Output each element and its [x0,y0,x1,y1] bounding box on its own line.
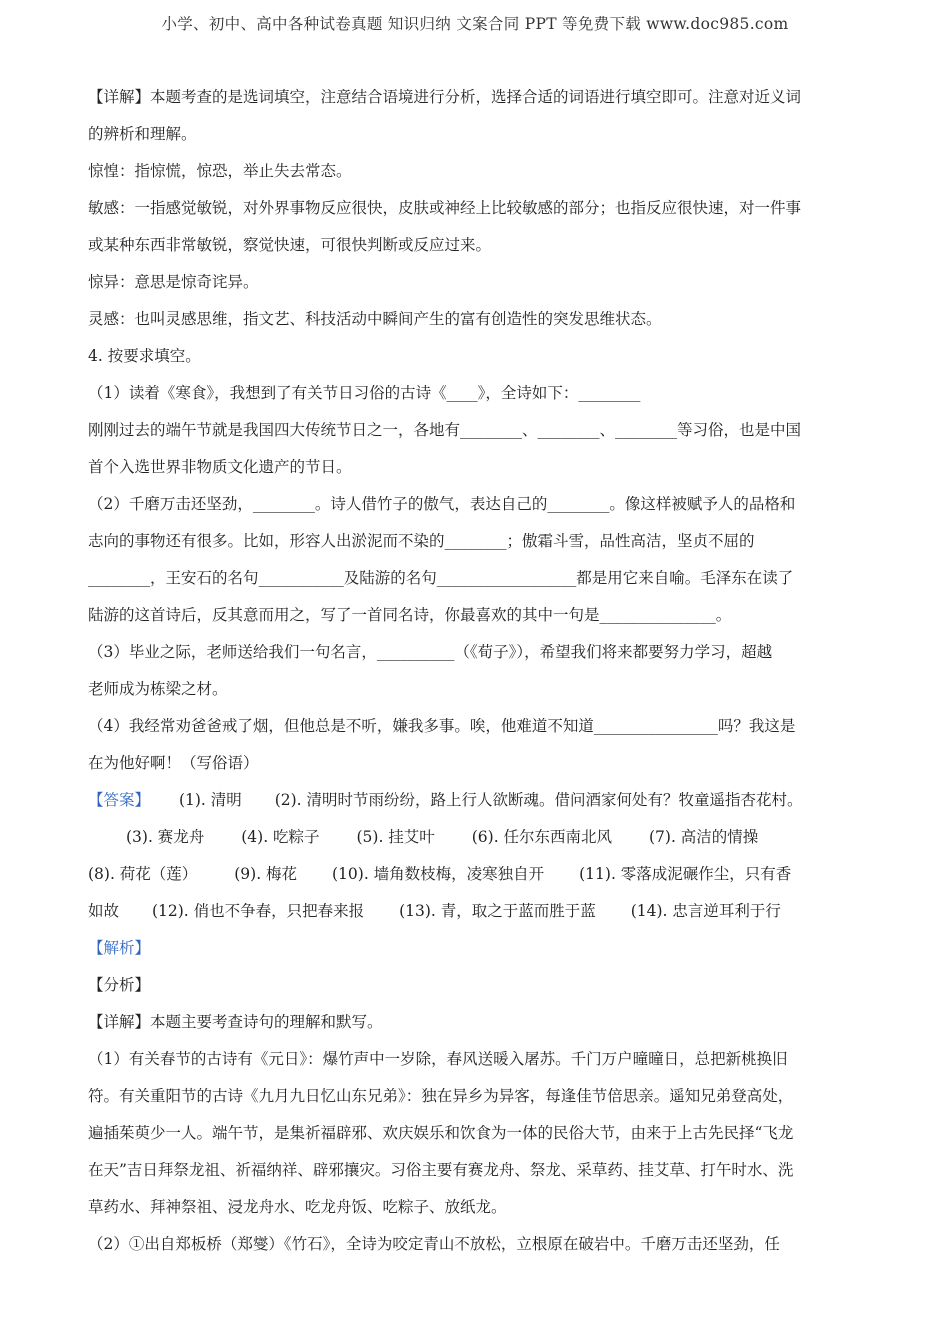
paragraph-line: 陆游的这首诗后，反其意而用之，写了一首同名诗，你最喜欢的其中一句是_______________。 [88,606,732,624]
paragraph-line: 在为他好啊！（写俗语） [88,754,259,772]
paragraph-line [88,86,868,123]
answer-item: 如故 [88,902,120,920]
answer-item: (12). 俏也不争春，只把春来报 [151,902,365,920]
paragraph-line: （3）毕业之际，老师送给我们一句名言，__________（《荀子》），希望我们将来都要努力学习，超越 [88,643,773,661]
answer-item: (2). 清明时节雨纷纷，路上行人欲断魂。借问酒家何处有？牧童遥指杏花村。 [274,791,803,809]
paragraph-line: （2）千磨万击还坚劲，________。诗人借竹子的傲气，表达自己的________。像这样被赋予人的品格和 [88,495,796,513]
question-title: 4. 按要求填空。 [88,347,201,365]
answer-item: (8). 荷花（莲） [88,865,198,883]
answer-tag: 【答案】 [88,791,151,809]
paragraph-line: 在天”吉日拜祭龙祖、祈福纳祥、辟邪攘灾。习俗主要有赛龙舟、祭龙、采草药、挂艾草、打午时水、洗 [88,1161,794,1179]
paragraph-line: ________，王安石的名句___________及陆游的名句__________________都是用它来自喻。毛泽东在读了 [88,569,794,587]
paragraph-line: 刚刚过去的端午节就是我国四大传统节日之一，各地有________、________、________等习俗，也是中国 [88,421,802,439]
fenxi-tag: 【分析】 [88,976,151,994]
paragraph-line: （2）①出自郑板桥（郑燮）《竹石》，全诗为咬定青山不放松，立根原在破岩中。千磨万击还坚劲，任 [88,1235,780,1253]
paragraph-line: （1）读着《寒食》，我想到了有关节日习俗的古诗《____》，全诗如下：________ [88,384,641,402]
detail-tag: 【详解】 [88,1013,151,1031]
detail-tag: 【详解】 [88,88,151,106]
answer-item: (11). 零落成泥碾作尘，只有香 [579,865,792,883]
paragraph-line: 符。有关重阳节的古诗《九月九日忆山东兄弟》：独在异乡为异客，每逢佳节倍思亲。遥知兄弟登高处， [88,1087,794,1105]
paragraph-line: （4）我经常劝爸爸戒了烟，但他总是不听，嫌我多事。唉，他难道不知道________________吗？我这是 [88,717,796,735]
line-text: 本题考查的是选词填空，注意结合语境进行分析，选择合适的词语进行填空即可。注意对近义词 [150,88,802,106]
answer-item: (10). 墙角数枝梅，凌寒独自开 [332,865,545,883]
paragraph-line: 惊惶：指惊慌，惊恐，举止失去常态。 [88,162,352,180]
answer-item: (9). 梅花 [234,865,298,883]
paragraph-line: 志向的事物还有很多。比如，形容人出淤泥而不染的________；傲霜斗雪，品性高洁，坚贞不屈的 [88,532,755,550]
answer-item: (14). 忠言逆耳利于行 [630,902,781,920]
paragraph-line: 老师成为栋梁之材。 [88,680,228,698]
answer-item: (13). 青，取之于蓝而胜于蓝 [399,902,596,920]
answer-item: (6). 任尔东西南北风 [471,828,613,846]
answer-item: (7). 高洁的情操 [649,828,759,846]
paragraph-line: 草药水、拜神祭祖、浸龙舟水、吃龙舟饭、吃粽子、放纸龙。 [88,1198,507,1216]
analysis-tag: 【解析】 [88,939,151,957]
paragraph-line: （1）有关春节的古诗有《元日》：爆竹声中一岁除，春风送暖入屠苏。千门万户曈曈日，总把新桃换旧 [88,1050,788,1068]
line-text: 本题主要考查诗句的理解和默写。 [150,1013,383,1031]
answer-item: (3). 赛龙舟 [126,828,205,846]
answer-line [88,900,868,937]
document-body [88,86,868,1270]
answer-line [88,789,868,826]
answer-line [88,863,868,900]
page-header: 小学、初中、高中各种试卷真题 知识归纳 文案合同 PPT 等免费下载 www.doc985.com [161,15,789,33]
paragraph-line: 灵感：也叫灵感思维，指文艺、科技活动中瞬间产生的富有创造性的突发思维状态。 [88,310,662,328]
paragraph-line: 遍插茱萸少一人。端午节，是集祈福辟邪、欢庆娱乐和饮食为一体的民俗大节，由来于上古先民择“飞龙 [88,1124,794,1142]
paragraph-line [88,1011,868,1048]
paragraph-line: 首个入选世界非物质文化遗产的节日。 [88,458,352,476]
paragraph-line: 的辨析和理解。 [88,125,197,143]
answer-item: (4). 吃粽子 [241,828,320,846]
answer-item: (1). 清明 [178,791,242,809]
answer-line [88,826,868,863]
paragraph-line: 或某种东西非常敏锐，察觉快速，可很快判断或反应过来。 [88,236,492,254]
paragraph-line: 惊异：意思是惊奇诧异。 [88,273,259,291]
paragraph-line: 敏感：一指感觉敏锐，对外界事物反应很快，皮肤或神经上比较敏感的部分；也指反应很快速，对一件事 [88,199,802,217]
answer-item: (5). 挂艾叶 [356,828,435,846]
